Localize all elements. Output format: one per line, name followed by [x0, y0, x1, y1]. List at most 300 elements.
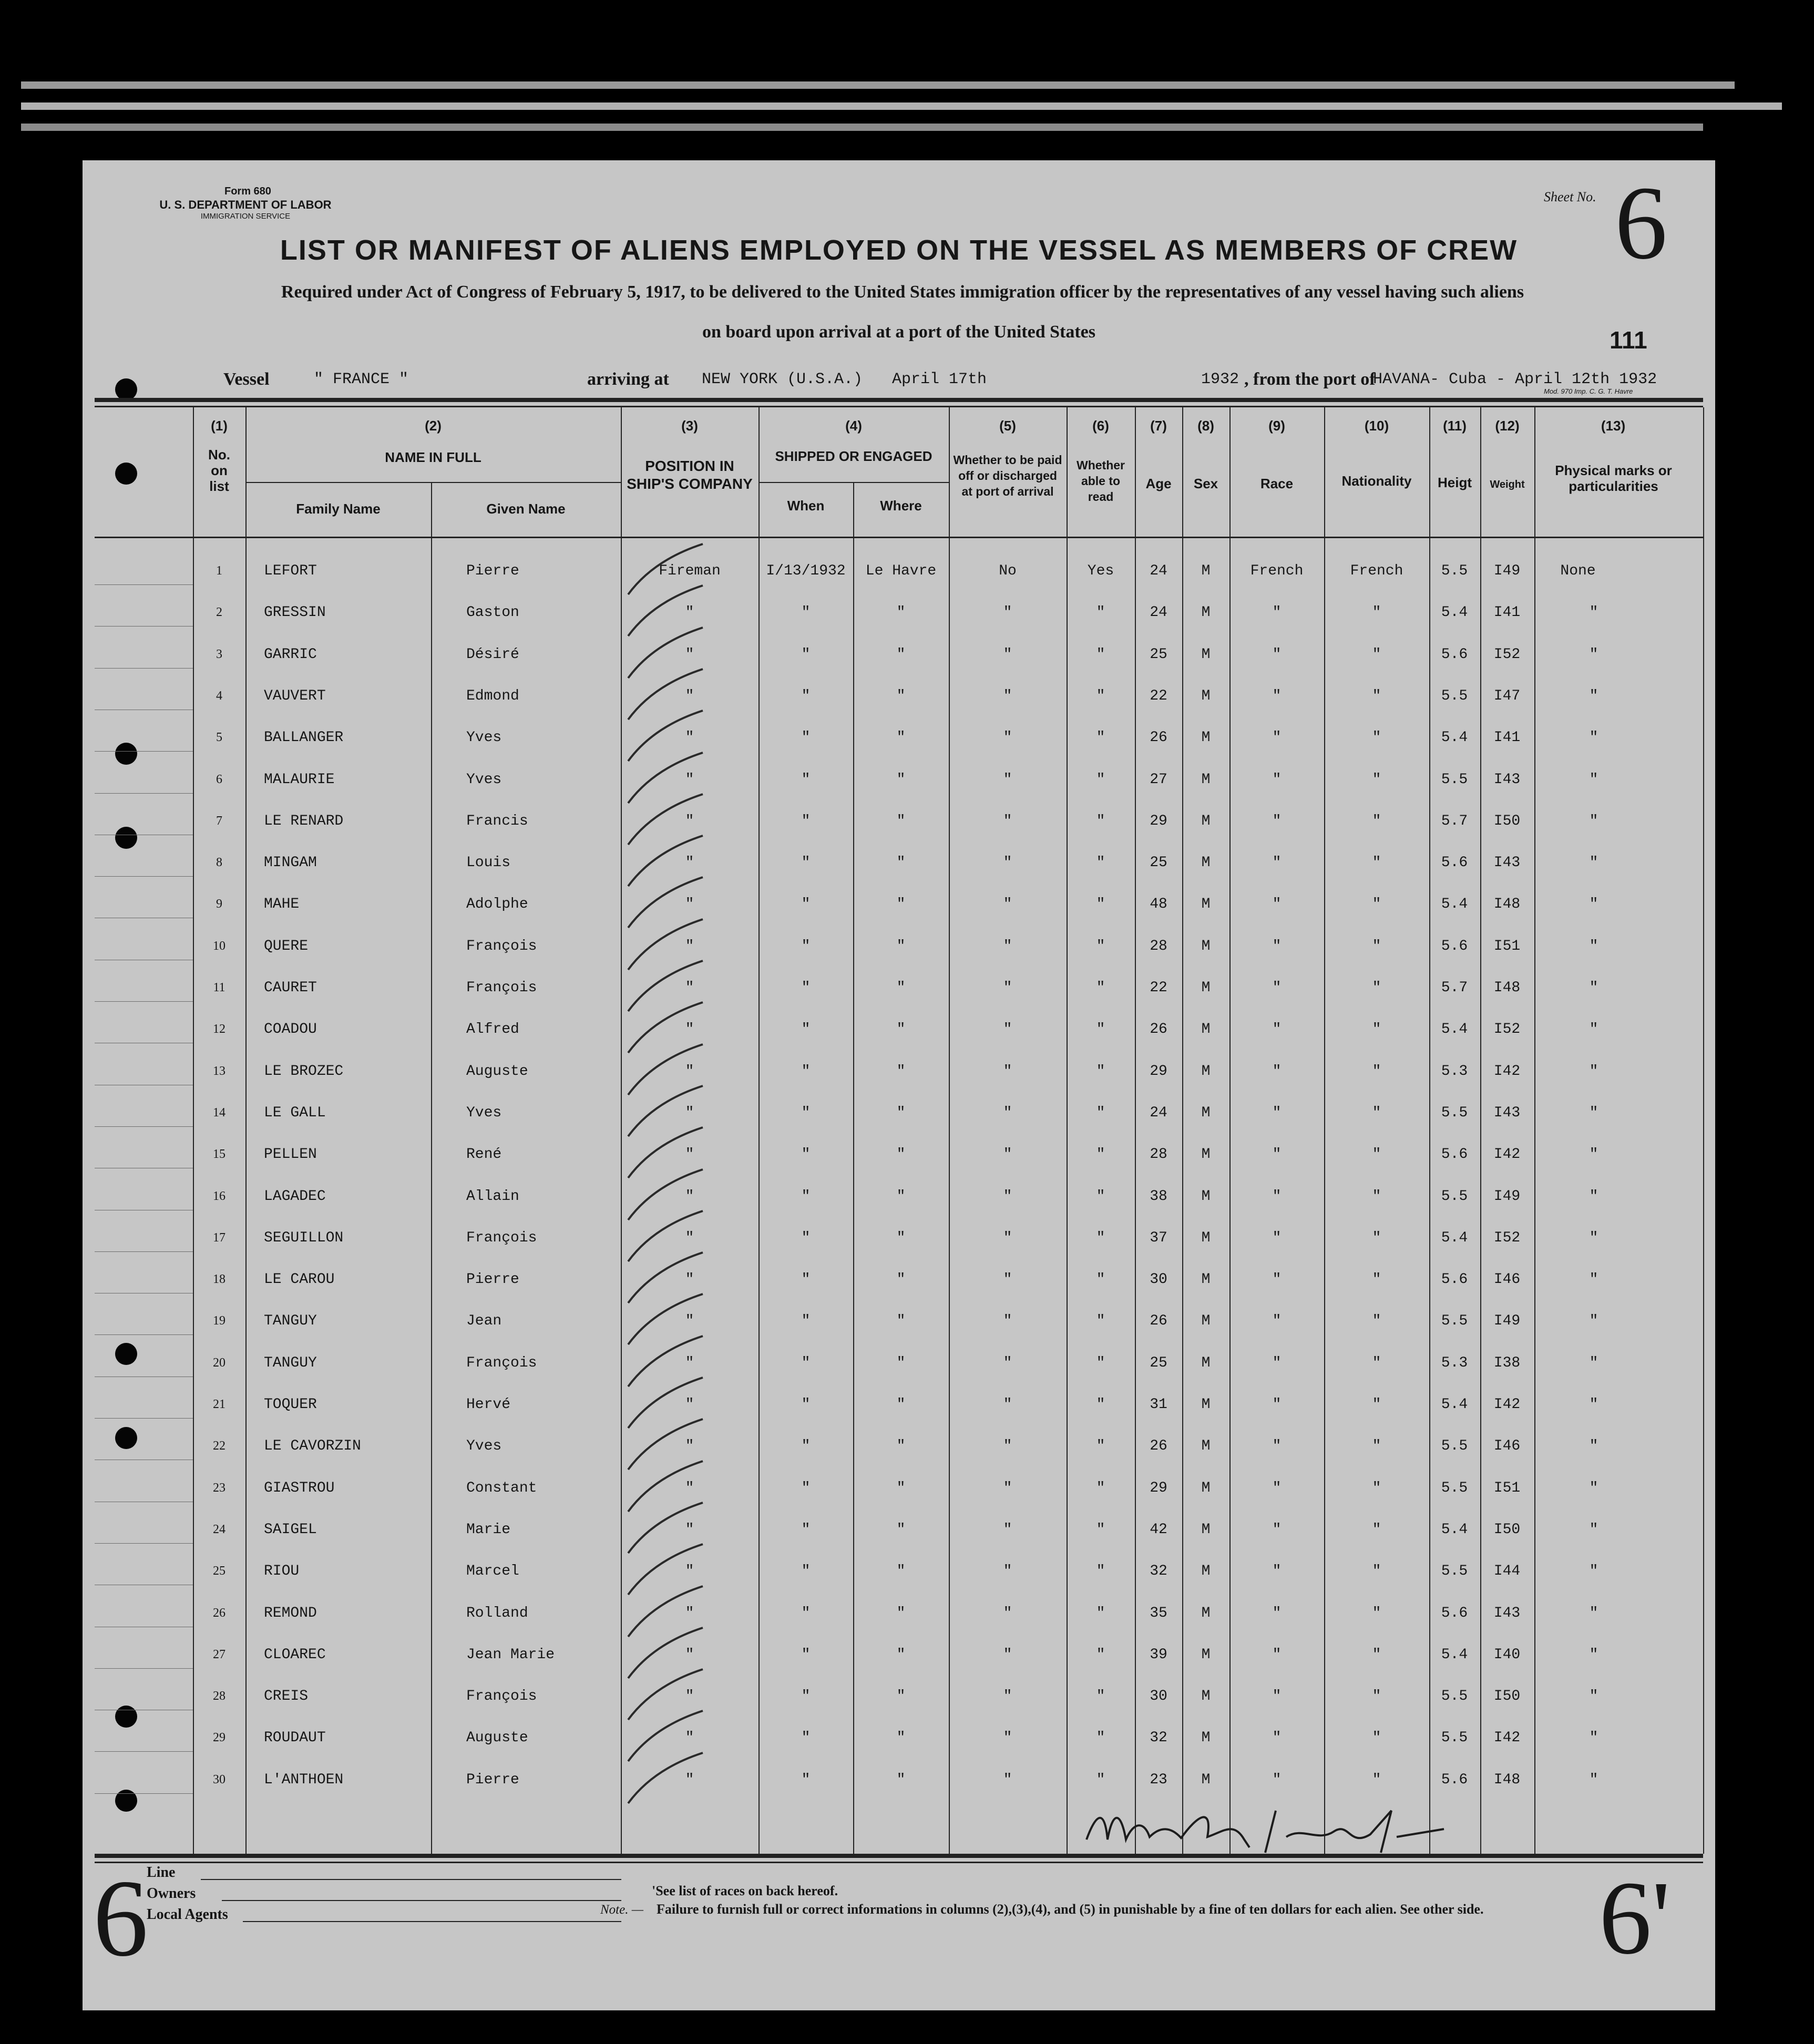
inspector-signature: [1076, 1790, 1475, 1863]
table-top-rule: [95, 398, 1703, 402]
col6-number: (6): [1092, 418, 1109, 434]
column-rule: [1182, 407, 1183, 1854]
shipped-where-ditto: ": [896, 1313, 906, 1329]
shipped-where-ditto: ": [896, 1063, 906, 1080]
nationality-ditto: ": [1372, 772, 1381, 788]
given-name: Louis: [466, 855, 511, 871]
height: 5.6: [1441, 646, 1468, 663]
given-name: Yves: [466, 1105, 502, 1121]
column-rule: [193, 407, 194, 1854]
physical-marks-ditto: ": [1589, 1563, 1598, 1579]
shipped-where-ditto: ": [896, 1230, 906, 1246]
able-to-read-ditto: ": [1096, 688, 1105, 704]
height: 5.7: [1441, 813, 1468, 829]
nationality-ditto: ": [1372, 813, 1381, 829]
shipped-when-ditto: ": [801, 1021, 811, 1038]
shipped-where-ditto: ": [896, 1271, 906, 1288]
row-rule: [95, 876, 193, 877]
height: 5.6: [1441, 1605, 1468, 1621]
subtitle-line2: on board upon arrival at a port of the United States: [702, 322, 1096, 342]
race-ditto: ": [1272, 1480, 1282, 1496]
col8-number: (8): [1197, 418, 1214, 434]
age: 23: [1150, 1772, 1167, 1788]
physical-marks-ditto: ": [1589, 646, 1598, 663]
shipped-when-ditto: ": [801, 1063, 811, 1080]
row-number: 3: [216, 648, 222, 661]
subtitle-line1: Required under Act of Congress of February 5, 1917, to be delivered to the United States immigration officer by the representatives of any vessel having such aliens: [281, 282, 1524, 302]
weight: I46: [1493, 1438, 1521, 1454]
shipped-when-ditto: ": [801, 813, 811, 829]
position-ditto: ": [685, 1522, 694, 1538]
nationality: French: [1350, 563, 1403, 579]
row-rule: [95, 1543, 193, 1544]
age: 37: [1150, 1230, 1167, 1246]
height: 5.3: [1441, 1063, 1468, 1080]
col13-header: Physical marks or particularities: [1555, 463, 1672, 494]
owners-label: Owners: [147, 1885, 196, 1902]
col10-number: (10): [1364, 418, 1389, 434]
family-name: MAHE: [264, 896, 300, 912]
col2-number: (2): [425, 418, 442, 434]
sex: M: [1201, 1647, 1211, 1663]
shipped-when-ditto: ": [801, 1146, 811, 1163]
position-ditto: ": [685, 938, 694, 954]
able-to-read-ditto: ": [1096, 1271, 1105, 1288]
family-name: TOQUER: [264, 1396, 317, 1413]
family-name: BALLANGER: [264, 730, 344, 746]
weight: I48: [1493, 896, 1521, 912]
sex: M: [1201, 1730, 1211, 1746]
column-rule: [1324, 407, 1325, 1854]
physical-marks-ditto: ": [1589, 1063, 1598, 1080]
given-name: François: [466, 938, 537, 954]
able-to-read-ditto: ": [1096, 646, 1105, 663]
sex: M: [1201, 1688, 1211, 1704]
printer-mark: Mod. 970 Imp. C. G. T. Havre: [1544, 387, 1633, 395]
race-ditto: ": [1272, 1230, 1282, 1246]
vessel-name: " FRANCE ": [314, 371, 409, 388]
row-number: 30: [213, 1773, 226, 1786]
shipped-when-ditto: ": [801, 855, 811, 871]
able-to-read-ditto: ": [1096, 1438, 1105, 1454]
race-ditto: ": [1272, 1188, 1282, 1205]
col11-header: Heigt: [1438, 475, 1472, 490]
shipped-where-ditto: ": [896, 1355, 906, 1371]
row-number: 14: [213, 1106, 226, 1119]
sex: M: [1201, 1188, 1211, 1205]
row-number: 2: [216, 605, 222, 619]
paid-off-ditto: ": [1003, 772, 1012, 788]
height: 5.5: [1441, 1313, 1468, 1329]
family-name: CLOAREC: [264, 1647, 326, 1663]
shipped-where-ditto: ": [896, 1021, 906, 1038]
paid-off-ditto: ": [1003, 896, 1012, 912]
given-name: François: [466, 1688, 537, 1704]
sex: M: [1201, 688, 1211, 704]
paid-off-ditto: ": [1003, 980, 1012, 996]
shipped-where-ditto: ": [896, 1146, 906, 1163]
height: 5.4: [1441, 896, 1468, 912]
weight: I41: [1493, 604, 1521, 621]
nationality-ditto: ": [1372, 1271, 1381, 1288]
given-name: Pierre: [466, 1271, 519, 1288]
shipped-where-ditto: ": [896, 1480, 906, 1496]
from-port-label: , from the port of: [1244, 369, 1376, 389]
row-number: 15: [213, 1147, 226, 1161]
race-ditto: ": [1272, 1396, 1282, 1413]
shipped-where-ditto: ": [896, 1522, 906, 1538]
arrival-year: 1932: [1201, 371, 1239, 388]
physical-marks-ditto: ": [1589, 1146, 1598, 1163]
physical-marks-ditto: ": [1589, 1438, 1598, 1454]
punch-hole: [115, 743, 137, 765]
given-name: Jean Marie: [466, 1647, 555, 1663]
physical-marks-ditto: ": [1589, 1313, 1598, 1329]
physical-marks-ditto: ": [1589, 1688, 1598, 1704]
nationality-ditto: ": [1372, 1230, 1381, 1246]
row-rule: [95, 1251, 193, 1252]
sex: M: [1201, 772, 1211, 788]
row-number: 1: [216, 564, 222, 578]
shipped-when-ditto: ": [801, 896, 811, 912]
row-number: 7: [216, 814, 222, 828]
row-number: 21: [213, 1398, 226, 1411]
given-name: Auguste: [466, 1063, 528, 1080]
sex: M: [1201, 646, 1211, 663]
age: 24: [1150, 604, 1167, 621]
sex: M: [1201, 1313, 1211, 1329]
able-to-read-ditto: ": [1096, 896, 1105, 912]
departure-port: HAVANA- Cuba - April 12th 1932: [1373, 371, 1657, 388]
paid-off-ditto: ": [1003, 1188, 1012, 1205]
sex: M: [1201, 604, 1211, 621]
physical-marks-ditto: ": [1589, 813, 1598, 829]
weight: I46: [1493, 1271, 1521, 1288]
nationality-ditto: ": [1372, 1146, 1381, 1163]
race-ditto: ": [1272, 1647, 1282, 1663]
nationality-ditto: ": [1372, 1105, 1381, 1121]
col2-given-header: Given Name: [486, 501, 566, 517]
physical-marks-ditto: ": [1589, 1730, 1598, 1746]
family-name: SEGUILLON: [264, 1230, 344, 1246]
family-name: RIOU: [264, 1563, 300, 1579]
row-number: 26: [213, 1606, 226, 1620]
height: 5.6: [1441, 938, 1468, 954]
nationality-ditto: ": [1372, 1396, 1381, 1413]
family-name: ROUDAUT: [264, 1730, 326, 1746]
note-text: Failure to furnish full or correct informations in columns (2),(3),(4), and (5) in punishable by a fine of ten dollars for each alien. See other side.: [657, 1902, 1484, 1917]
nationality-ditto: ": [1372, 1188, 1381, 1205]
shipped-when-ditto: ": [801, 688, 811, 704]
row-number: 24: [213, 1523, 226, 1536]
weight: I50: [1493, 813, 1521, 829]
shipped-where-ditto: ": [896, 896, 906, 912]
col11-number: (11): [1443, 418, 1467, 434]
able-to-read-ditto: ": [1096, 1355, 1105, 1371]
shipped-when-ditto: ": [801, 1313, 811, 1329]
physical-marks-ditto: ": [1589, 772, 1598, 788]
paid-off-ditto: ": [1003, 688, 1012, 704]
row-rule: [95, 1001, 193, 1002]
race-ditto: ": [1272, 1355, 1282, 1371]
paid-off-ditto: ": [1003, 1605, 1012, 1621]
able-to-read-ditto: ": [1096, 980, 1105, 996]
weight: I49: [1493, 1188, 1521, 1205]
subcolumn-rule: [853, 482, 854, 1854]
column-rule: [759, 407, 760, 1854]
race-ditto: ": [1272, 938, 1282, 954]
family-name: TANGUY: [264, 1313, 317, 1329]
family-name: COADOU: [264, 1021, 317, 1038]
given-name: Edmond: [466, 688, 519, 704]
page-title: LIST OR MANIFEST OF ALIENS EMPLOYED ON THE VESSEL AS MEMBERS OF CREW: [280, 234, 1518, 266]
physical-marks-ditto: ": [1589, 1396, 1598, 1413]
column-rule: [1480, 407, 1481, 1854]
age: 29: [1150, 1480, 1167, 1496]
weight: I44: [1493, 1563, 1521, 1579]
given-name: Hervé: [466, 1396, 511, 1413]
sex: M: [1201, 730, 1211, 746]
shipped-where-ditto: ": [896, 688, 906, 704]
given-name: Marcel: [466, 1563, 519, 1579]
shipped-when-ditto: ": [801, 1355, 811, 1371]
family-name: CREIS: [264, 1688, 309, 1704]
given-name: René: [466, 1146, 502, 1163]
paid-off-ditto: ": [1003, 1480, 1012, 1496]
paid-off-ditto: ": [1003, 1438, 1012, 1454]
age: 28: [1150, 1146, 1167, 1163]
column-rule: [621, 407, 622, 1854]
shipped-where-ditto: ": [896, 813, 906, 829]
race-ditto: ": [1272, 813, 1282, 829]
arrival-port: NEW YORK (U.S.A.): [702, 371, 863, 388]
col1-number: (1): [211, 418, 228, 434]
shipped-where-ditto: ": [896, 1396, 906, 1413]
sex: M: [1201, 1522, 1211, 1538]
row-number: 25: [213, 1564, 226, 1578]
punch-hole: [115, 1706, 137, 1728]
paid-off-ditto: ": [1003, 1396, 1012, 1413]
weight: I51: [1493, 1480, 1521, 1496]
row-rule: [95, 1126, 193, 1127]
column-rule: [1429, 407, 1430, 1854]
col3-header: POSITION IN SHIP'S COMPANY: [627, 458, 753, 492]
age: 29: [1150, 813, 1167, 829]
position-ditto: ": [685, 1021, 694, 1038]
paid-off-ditto: ": [1003, 730, 1012, 746]
given-name: Pierre: [466, 563, 519, 579]
position-ditto: ": [685, 730, 694, 746]
form-number: Form 680: [224, 186, 271, 197]
row-number: 28: [213, 1689, 226, 1703]
able-to-read-ditto: ": [1096, 855, 1105, 871]
sex: M: [1201, 1230, 1211, 1246]
physical-marks-ditto: ": [1589, 1021, 1598, 1038]
position-ditto: ": [685, 1647, 694, 1663]
position-ditto: ": [685, 896, 694, 912]
column-rule: [1067, 407, 1068, 1854]
given-name: Rolland: [466, 1605, 528, 1621]
weight: I43: [1493, 1105, 1521, 1121]
given-name: François: [466, 980, 537, 996]
column-rule: [1703, 407, 1704, 1854]
physical-marks-ditto: ": [1589, 980, 1598, 996]
paid-off-ditto: ": [1003, 813, 1012, 829]
age: 26: [1150, 1313, 1167, 1329]
col3-number: (3): [681, 418, 698, 434]
paid-off-ditto: ": [1003, 1563, 1012, 1579]
line-label: Line: [147, 1864, 176, 1881]
row-number: 20: [213, 1356, 226, 1370]
race-ditto: ": [1272, 604, 1282, 621]
paid-off-ditto: ": [1003, 855, 1012, 871]
weight: I43: [1493, 772, 1521, 788]
race-ditto: ": [1272, 980, 1282, 996]
position-ditto: ": [685, 1688, 694, 1704]
shipped-when-ditto: ": [801, 604, 811, 621]
position-ditto: ": [685, 604, 694, 621]
owners-field: [222, 1900, 621, 1901]
weight: I42: [1493, 1396, 1521, 1413]
physical-marks-ditto: ": [1589, 1271, 1598, 1288]
family-name: GRESSIN: [264, 604, 326, 621]
row-number: 12: [213, 1022, 226, 1036]
race-ditto: ": [1272, 1105, 1282, 1121]
race-ditto: ": [1272, 1522, 1282, 1538]
sheet-number: 6: [1615, 165, 1667, 281]
sheet-label: Sheet No.: [1544, 189, 1596, 204]
able-to-read-ditto: ": [1096, 1105, 1105, 1121]
shipped-where-ditto: ": [896, 1438, 906, 1454]
row-number: 11: [213, 981, 226, 994]
given-name: Auguste: [466, 1730, 528, 1746]
height: 5.6: [1441, 855, 1468, 871]
shipped-when-ditto: ": [801, 1438, 811, 1454]
height: 5.4: [1441, 604, 1468, 621]
manifest-page: [83, 160, 1715, 2010]
position-ditto: ": [685, 646, 694, 663]
paid-off-ditto: ": [1003, 1772, 1012, 1788]
shipped-where-ditto: ": [896, 1647, 906, 1663]
nationality-ditto: ": [1372, 1688, 1381, 1704]
row-rule: [95, 1793, 193, 1794]
paid-off-ditto: ": [1003, 1355, 1012, 1371]
family-name: QUERE: [264, 938, 309, 954]
age: 27: [1150, 772, 1167, 788]
height: 5.5: [1441, 772, 1468, 788]
races-note: 'See list of races on back hereof.: [652, 1883, 838, 1898]
sex: M: [1201, 938, 1211, 954]
shipped-when-ditto: ": [801, 1105, 811, 1121]
shipped-when-ditto: ": [801, 1188, 811, 1205]
row-rule: [95, 584, 193, 585]
race-ditto: ": [1272, 1146, 1282, 1163]
family-name: LE CAROU: [264, 1271, 335, 1288]
table-top-rule: [95, 406, 1703, 407]
physical-marks-ditto: ": [1589, 730, 1598, 746]
col8-header: Sex: [1193, 476, 1218, 491]
shipped-where-ditto: ": [896, 1730, 906, 1746]
height: 5.4: [1441, 1647, 1468, 1663]
able-to-read-ditto: ": [1096, 1563, 1105, 1579]
nationality-ditto: ": [1372, 1313, 1381, 1329]
sex: M: [1201, 813, 1211, 829]
list-number: 111: [1610, 326, 1647, 354]
family-name: PELLEN: [264, 1146, 317, 1163]
row-number: 6: [216, 773, 222, 786]
race-ditto: ": [1272, 1730, 1282, 1746]
col12-number: (12): [1495, 418, 1520, 434]
age: 31: [1150, 1396, 1167, 1413]
sex: M: [1201, 1063, 1211, 1080]
position-ditto: ": [685, 1146, 694, 1163]
column-rule: [949, 407, 950, 1854]
col5-number: (5): [999, 418, 1016, 434]
able-to-read-ditto: ": [1096, 1688, 1105, 1704]
scan-edge-strip: [21, 81, 1735, 89]
race-ditto: ": [1272, 1313, 1282, 1329]
col4-where-header: Where: [880, 498, 922, 513]
paid-off-ditto: ": [1003, 1313, 1012, 1329]
scan-edge-strip: [21, 102, 1782, 110]
nationality-ditto: ": [1372, 646, 1381, 663]
family-name: MINGAM: [264, 855, 317, 871]
shipped-when-ditto: ": [801, 772, 811, 788]
col4-header: SHIPPED OR ENGAGED: [775, 448, 932, 464]
height: 5.4: [1441, 1522, 1468, 1538]
height: 5.4: [1441, 1396, 1468, 1413]
shipped-when-ditto: ": [801, 730, 811, 746]
row-number: 8: [216, 856, 222, 869]
position: Fireman: [659, 563, 721, 579]
race-ditto: ": [1272, 1438, 1282, 1454]
position-ditto: ": [685, 1355, 694, 1371]
able-to-read-ditto: ": [1096, 1647, 1105, 1663]
position-ditto: ": [685, 1063, 694, 1080]
service-name: IMMIGRATION SERVICE: [200, 212, 291, 221]
position-ditto: ": [685, 1438, 694, 1454]
punch-hole: [115, 1427, 137, 1449]
race-ditto: ": [1272, 896, 1282, 912]
age: 24: [1150, 563, 1167, 579]
paid-off-ditto: ": [1003, 1647, 1012, 1663]
age: 24: [1150, 1105, 1167, 1121]
check-mark-icon: [624, 1751, 708, 1809]
row-rule: [95, 1418, 193, 1419]
position-ditto: ": [685, 772, 694, 788]
sex: M: [1201, 1355, 1211, 1371]
physical-marks-ditto: ": [1589, 1772, 1598, 1788]
able-to-read-ditto: ": [1096, 730, 1105, 746]
given-name: Marie: [466, 1522, 511, 1538]
shipped-when-ditto: ": [801, 1271, 811, 1288]
paid-off-ditto: ": [1003, 1063, 1012, 1080]
col5-header: Whether to be paid off or discharged at port of arrival: [953, 453, 1062, 498]
line-field: [201, 1879, 621, 1880]
family-name: VAUVERT: [264, 688, 326, 704]
row-number: 17: [213, 1231, 226, 1245]
nationality-ditto: ": [1372, 980, 1381, 996]
col4-number: (4): [845, 418, 862, 434]
name-subheader-rule: [245, 482, 621, 483]
punch-hole: [115, 827, 137, 849]
arrival-date: April 17th: [892, 371, 987, 388]
position-ditto: ": [685, 813, 694, 829]
column-rule: [245, 407, 247, 1854]
paid-off-ditto: ": [1003, 1730, 1012, 1746]
shipped-when-ditto: ": [801, 1647, 811, 1663]
shipped-where-ditto: ": [896, 980, 906, 996]
